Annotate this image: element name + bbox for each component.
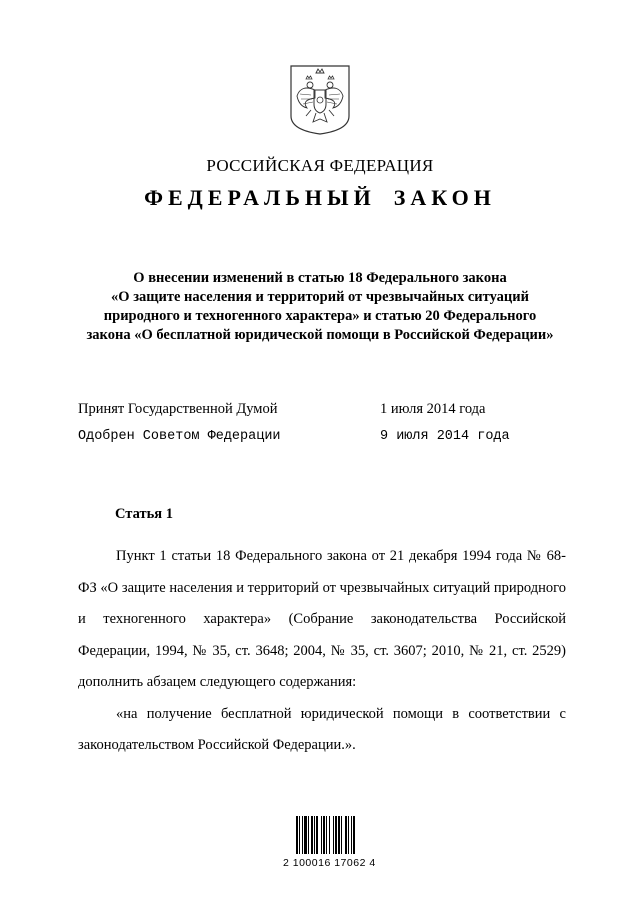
council-approval-date: 9 июля 2014 года: [380, 429, 510, 444]
article-paragraph: Пункт 1 статьи 18 Федерального закона от 21 декабря 1994 года № 68-ФЗ «О защите населения и территорий от чрезвычайных ситуаций природного и техногенного характера» (Собрание законодательства Российской Федерации, 1994, № 35, ст. 3648; 2004, № 35, ст. 3607; 2010, № 21, ст. 2529) дополнить абзацем следующего содержания:: [78, 548, 566, 690]
barcode-number: 2 100016 17062 4: [283, 857, 376, 869]
barcode-image: [296, 816, 370, 854]
duma-adoption-date: 1 июля 2014 года: [380, 401, 486, 417]
coat-of-arms-emblem: [289, 64, 351, 136]
article-heading: Статья 1: [115, 506, 173, 522]
law-title-line: «О защите населения и территорий от чрезвычайных ситуаций: [111, 289, 529, 305]
article-paragraph: «на получение бесплатной юридической помощи в соответствии с законодательством Российской Федерации.».: [78, 705, 566, 753]
law-title: [70, 269, 570, 345]
document-type: [0, 185, 640, 211]
duma-adoption-label: Принят Государственной Думой: [78, 401, 278, 417]
document-type-word-1: ФЕДЕРАЛЬНЫЙ: [144, 185, 376, 210]
council-approval-label: Одобрен Советом Федерации: [78, 429, 281, 444]
country-name: РОССИЙСКАЯ ФЕДЕРАЦИЯ: [206, 156, 434, 175]
law-title-line: закона «О бесплатной юридической помощи в Российской Федерации»: [86, 327, 554, 343]
law-title-line: О внесении изменений в статью 18 Федерального закона: [133, 270, 507, 286]
document-type-word-2: ЗАКОН: [393, 185, 496, 210]
article-body: [78, 541, 566, 762]
law-title-line: природного и техногенного характера» и статью 20 Федерального: [103, 308, 537, 324]
